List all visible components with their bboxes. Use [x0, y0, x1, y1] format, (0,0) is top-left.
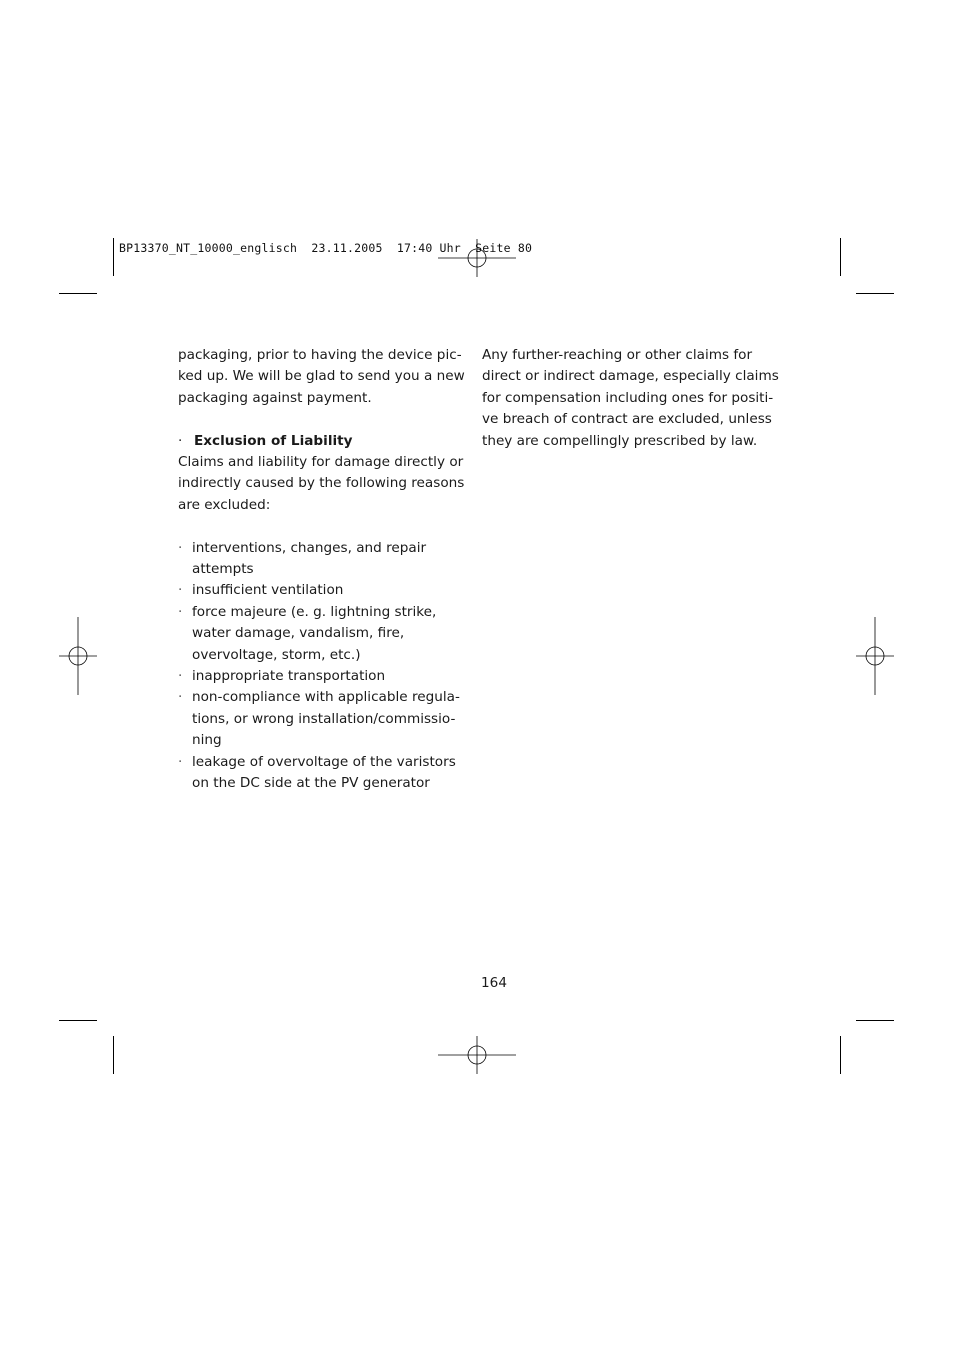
list-bullet: · — [178, 753, 183, 770]
list-item — [178, 687, 468, 751]
left-column — [178, 345, 468, 795]
crop-mark — [59, 1020, 97, 1021]
list-item-line: force majeure (e. g. lightning strike, — [192, 603, 437, 620]
crop-mark — [113, 1036, 114, 1074]
list-item-line: tions, or wrong installation/commissio- — [192, 710, 456, 727]
list-bullet: · — [178, 539, 183, 556]
body-line: indirectly caused by the following reasons — [178, 475, 465, 492]
registration-mark-icon — [39, 617, 117, 695]
exclusion-list — [178, 538, 468, 795]
list-item — [178, 752, 468, 795]
list-item-line: interventions, changes, and repair — [192, 539, 427, 556]
section-heading — [178, 431, 468, 452]
registration-mark-icon — [438, 1016, 516, 1094]
list-item-line: insufficient ventilation — [192, 582, 344, 599]
list-item-line: non-compliance with applicable regula- — [192, 689, 460, 706]
list-item-line: overvoltage, storm, etc.) — [192, 646, 361, 663]
body-line: ked up. We will be glad to send you a new — [178, 368, 465, 385]
crop-mark — [113, 238, 114, 276]
registration-mark-icon — [836, 617, 914, 695]
right-column — [482, 345, 782, 452]
body-line: for compensation including ones for positi- — [482, 389, 774, 406]
list-bullet: · — [178, 689, 183, 706]
crop-mark — [840, 238, 841, 276]
page-number: 164 — [481, 975, 507, 991]
list-item — [178, 666, 468, 687]
body-line: packaging, prior to having the device pic- — [178, 347, 462, 363]
section-heading-text: Exclusion of Liability — [194, 432, 353, 449]
crop-mark — [856, 1020, 894, 1021]
list-item — [178, 602, 468, 666]
list-item-line: ning — [192, 732, 222, 749]
crop-mark — [59, 293, 97, 294]
body-line: they are compellingly prescribed by law. — [482, 432, 758, 449]
list-item-line: attempts — [192, 561, 254, 578]
list-item-line: inappropriate transportation — [192, 668, 386, 685]
list-item — [178, 580, 468, 601]
list-item-line: leakage of overvoltage of the varistors — [192, 753, 456, 770]
list-bullet: · — [178, 668, 183, 685]
body-line: direct or indirect damage, especially claims — [482, 368, 779, 385]
body-line: Claims and liability for damage directly or — [178, 454, 464, 471]
list-bullet: · — [178, 582, 183, 599]
body-line: packaging against payment. — [178, 389, 372, 406]
list-item — [178, 538, 468, 581]
body-line: ve breach of contract are excluded, unless — [482, 411, 772, 428]
heading-bullet: · — [178, 432, 183, 449]
list-item-line: on the DC side at the PV generator — [192, 775, 430, 792]
list-bullet: · — [178, 603, 183, 620]
print-slug: BP13370_NT_10000_englisch 23.11.2005 17:40 Uhr Seite 80 — [119, 241, 533, 255]
registration-mark-icon — [438, 219, 516, 297]
body-line: Any further-reaching or other claims for — [482, 347, 753, 363]
body-line: are excluded: — [178, 496, 271, 513]
crop-mark — [856, 293, 894, 294]
list-item-line: water damage, vandalism, fire, — [192, 625, 405, 642]
crop-mark — [840, 1036, 841, 1074]
